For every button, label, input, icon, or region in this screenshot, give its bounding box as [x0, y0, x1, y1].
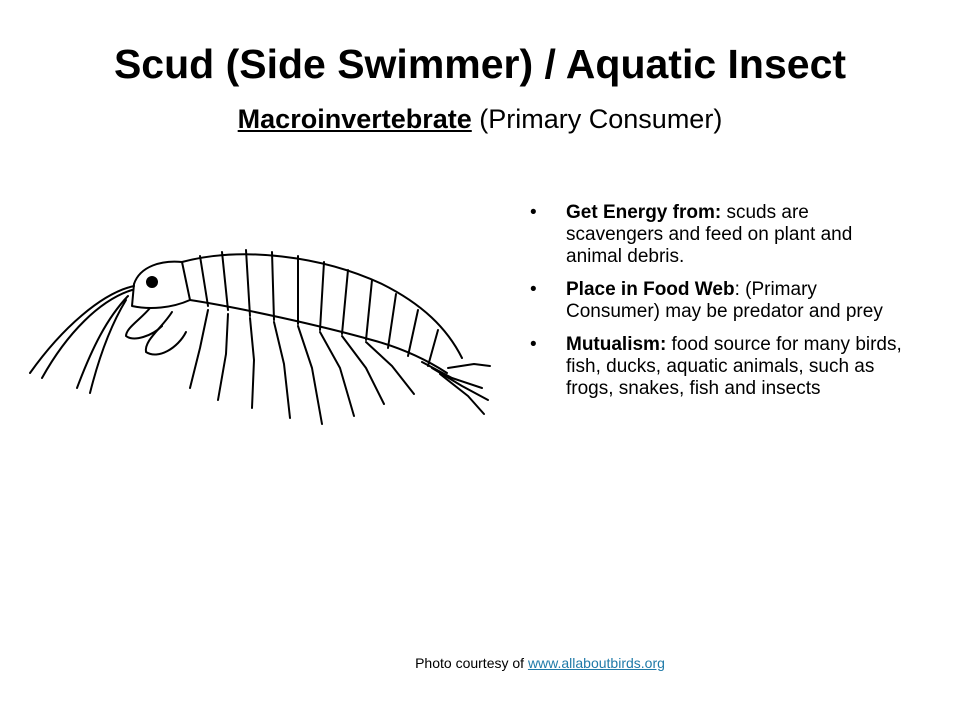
slide-title: Scud (Side Swimmer) / Aquatic Insect	[113, 41, 847, 87]
bullet-mutualism-label: Mutualism:	[566, 334, 667, 355]
subtitle-rest: (Primary Consumer)	[479, 104, 723, 134]
credit-prefix: Photo courtesy of	[415, 655, 528, 671]
bullet-food-web	[530, 279, 910, 323]
bullet-food-web-text: : (Primary Consumer) may be predator and prey	[566, 279, 883, 322]
scud-illustration	[22, 228, 492, 438]
bullet-food-web-label: Place in Food Web	[566, 279, 735, 300]
bullet-energy-text: scuds are scavengers and feed on plant and animal debris.	[566, 202, 853, 267]
bullet-list	[530, 202, 910, 411]
credit-link[interactable]: www.allaboutbirds.org	[527, 655, 665, 671]
photo-credit	[0, 654, 960, 672]
slide-subtitle	[0, 102, 960, 136]
subtitle-keyword: Macroinvertebrate	[237, 104, 472, 134]
bullet-mutualism	[530, 334, 910, 400]
bullet-energy	[530, 202, 910, 268]
bullet-mutualism-text: food source for many birds, fish, ducks, aquatic animals, such as frogs, snakes, fish and insects	[566, 334, 902, 399]
bullet-energy-label: Get Energy from:	[566, 202, 722, 223]
